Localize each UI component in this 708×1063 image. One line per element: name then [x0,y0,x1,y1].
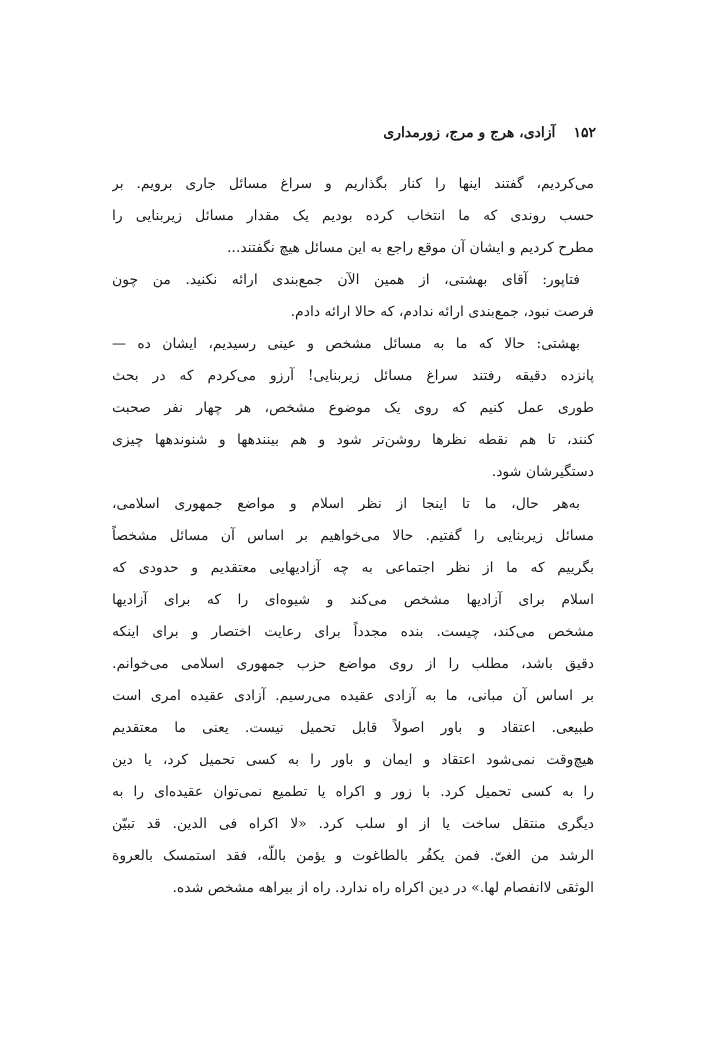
text-line: مطرح کردیم و ایشان آن موقع راجع به این مسائل هیچ نگفتند... [226,240,594,256]
text-line: دیگری منتقل ساخت یا از او سلب کرد. «لا اکراه فی الدین. قد تبیّن [112,816,594,832]
text-line: به‌هر حال، ما تا اینجا از نظر اسلام و مواضع جمهوری اسلامی، [112,496,580,512]
text-line: طبیعی. اعتقاد و باور اصولاً قابل تحمیل نیست. یعنی ما معتقدیم [112,720,594,736]
page-number: ۱۵۲ [573,125,596,141]
text-line: الرشد من الغیّ. فمن یکفُر بالطاغوت و یؤمن باللّه، فقد استمسک بالعروة [112,848,594,864]
chapter-title: آزادی، هرج و مرج، زورمداری [383,125,556,141]
text-line: دستگیرشان شود. [491,464,594,480]
text-line: مشخص می‌کند، چیست. بنده مجدداً برای رعایت اختصار و برای اینکه [112,624,594,640]
text-line: بگرییم که ما از نظر اجتماعی به چه آزادیهایی معتقدیم و حدودی که [112,560,594,576]
text-line: طوری عمل کنیم که روی یک موضوع مشخص، هر چهار نفر صحبت [112,400,594,416]
text-line: مسائل زیربنایی را گفتیم. حالا می‌خواهیم بر اساس آن مسائل مشخصاً [112,528,594,544]
text-line: دقیق باشد، مطلب را از روی مواضع حزب جمهوری اسلامی می‌خوانم. [112,656,594,672]
text-line: را به کسی تحمیل کرد. با زور و اکراه یا تطمیع نمی‌توان عقیده‌ای را به [112,784,594,800]
text-line: بهشتی: حالا که ما به مسائل مشخص و عینی رسیدیم، ایشان ده — [112,336,580,352]
text-line: پانزده دقیقه رفتند سراغ مسائل زیربنایی! آرزو می‌کردم که در بحث [112,368,594,384]
text-line: اسلام برای آزادیها مشخص می‌کند و شیوه‌ای را که برای آزادیها [112,592,594,608]
text-line: بر اساس آن مبانی، ما به آزادی عقیده می‌رسیم. آزادی عقیده امری است [112,688,594,704]
text-line: حسب روندی که ما انتخاب کرده بودیم یک مقدار مسائل زیربنایی را [112,208,594,224]
running-head [112,122,596,144]
text-line: فتاپور: آقای بهشتی، از همین الآن جمع‌بندی ارائه نکنید. من چون [112,272,580,288]
text-line: فرصت نبود، جمع‌بندی ارائه ندادم، که حالا ارائه دادم. [290,304,594,320]
text-line: کنند، تا هم نقطه نظرها روشن‌تر شود و هم بینندهها و شنوندهها چیزی [112,432,594,448]
text-line: می‌کردیم، گفتند اینها را کنار بگذاریم و سراغ مسائل جاری برویم. بر [112,176,594,192]
text-line: الوثقی لاانفصام لها.» در دین اکراه راه ندارد. راه از بیراهه مشخص شده. [172,880,594,896]
body-text [112,168,594,904]
text-line: هیچ‌وقت نمی‌شود اعتقاد و ایمان و باور را به کسی تحمیل کرد، یا دین [112,752,594,768]
